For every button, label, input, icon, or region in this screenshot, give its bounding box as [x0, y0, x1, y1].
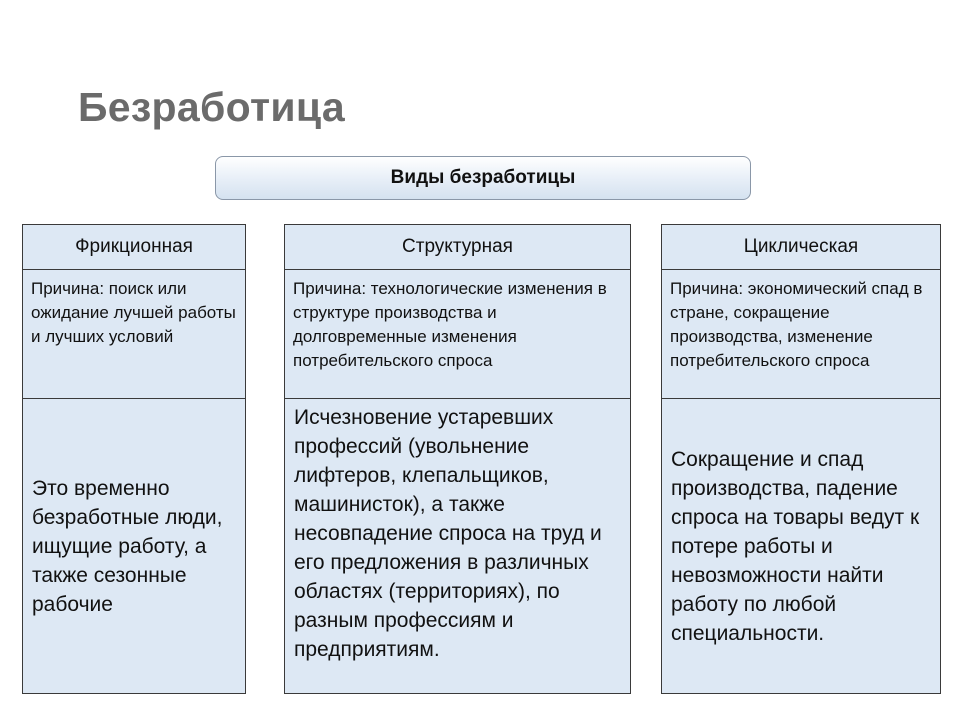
unemployment-types-header [215, 156, 751, 200]
header-label: Виды безработицы [390, 167, 576, 188]
description-text-frictional: Это временно безработные люди, ищущие работу, а также сезонные рабочие [32, 476, 223, 616]
cause-cyclical: Причина: экономический спад в стране, сокращение производства, изменение потребительского спроса [661, 269, 941, 399]
cause-frictional: Причина: поиск или ожидание лучшей работы и лучших условий [22, 269, 246, 399]
description-structural [284, 398, 631, 694]
type-name-cyclical: Циклическая [661, 224, 941, 270]
column-frictional [22, 224, 246, 694]
column-cyclical [661, 224, 941, 694]
description-text-structural: Исчезновение устаревших профессий (увольнение лифтеров, клепальщиков, машинисток), а также несовпадение спроса на труд и его предложения в различных областях (территориях), по разным профессиям и предприятиям. [294, 406, 602, 661]
description-frictional [22, 398, 246, 694]
description-text-cyclical: Сокращение и спад производства, падение спроса на товары ведут к потере работы и невозможности найти работу по любой специальности. [671, 448, 920, 645]
type-name-structural: Структурная [284, 224, 631, 270]
column-structural [284, 224, 631, 694]
cause-structural: Причина: технологические изменения в структуре производства и долговременные изменения потребительского спроса [284, 269, 631, 399]
type-name-frictional: Фрикционная [22, 224, 246, 270]
description-cyclical [661, 398, 941, 694]
page-title: Безработица [78, 84, 345, 130]
